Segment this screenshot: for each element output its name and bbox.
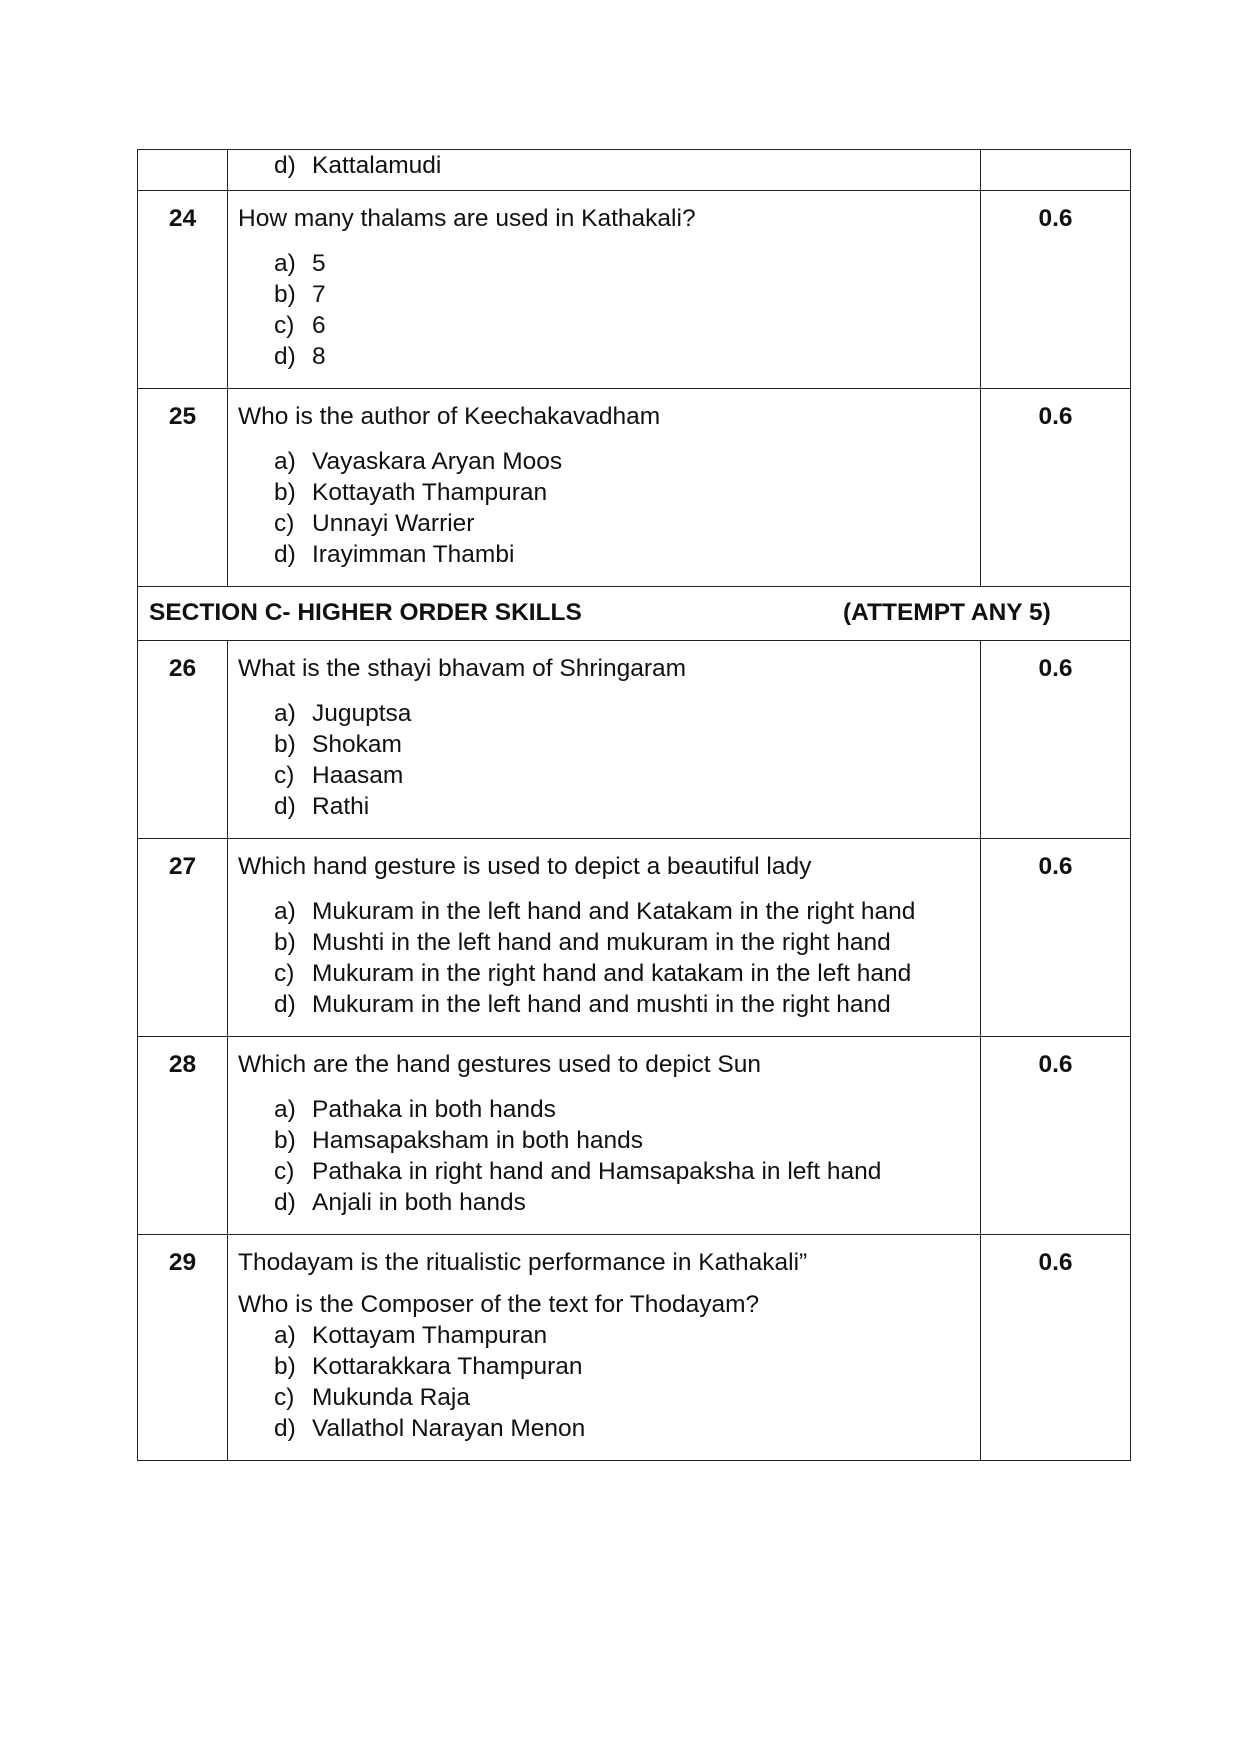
marks: 0.6 xyxy=(981,839,1131,1037)
question-number-cell xyxy=(138,150,228,191)
option-a: a) Pathaka in both hands xyxy=(274,1096,556,1123)
section-header xyxy=(138,587,1131,641)
section-title: SECTION C- HIGHER ORDER SKILLS xyxy=(149,599,582,626)
option-d: d) Kattalamudi xyxy=(274,152,442,179)
question-row-29 xyxy=(138,1235,1131,1461)
option-a: a) Vayaskara Aryan Moos xyxy=(274,448,563,475)
question-cell xyxy=(228,191,981,389)
option-d: d) Irayimman Thambi xyxy=(274,541,515,568)
question-cell xyxy=(228,839,981,1037)
option-c: c) Mukuram in the right hand and katakam in the left hand xyxy=(274,960,912,987)
question-row-27 xyxy=(138,839,1131,1037)
option-c: c) Unnayi Warrier xyxy=(274,510,475,537)
question-row-23-continued xyxy=(138,150,1131,191)
option-b: b) 7 xyxy=(274,281,326,308)
option-b: b) Mushti in the left hand and mukuram in the right hand xyxy=(274,929,891,956)
option-b: b) Shokam xyxy=(274,731,402,758)
question-number: 29 xyxy=(138,1235,228,1461)
question-stem: Which are the hand gestures used to depict Sun xyxy=(238,1051,761,1078)
question-row-24 xyxy=(138,191,1131,389)
question-stem: What is the sthayi bhavam of Shringaram xyxy=(238,655,687,682)
option-list xyxy=(238,698,980,838)
option-list xyxy=(238,248,980,388)
question-cell xyxy=(228,150,981,191)
option-d: d) Anjali in both hands xyxy=(274,1189,526,1216)
marks: 0.6 xyxy=(981,1037,1131,1235)
option-list xyxy=(238,150,980,190)
question-stem-followup: Who is the Composer of the text for Thodayam? xyxy=(238,1291,760,1318)
option-d: d) 8 xyxy=(274,343,326,370)
question-stem: How many thalams are used in Kathakali? xyxy=(238,205,696,232)
section-instruction: (ATTEMPT ANY 5) xyxy=(843,599,1051,626)
section-header-row xyxy=(138,587,1131,641)
option-c: c) Mukunda Raja xyxy=(274,1384,470,1411)
option-c: c) Pathaka in right hand and Hamsapaksha in left hand xyxy=(274,1158,882,1185)
option-c: c) Haasam xyxy=(274,762,404,789)
marks-cell xyxy=(981,150,1131,191)
option-a: a) Mukuram in the left hand and Katakam in the right hand xyxy=(274,898,916,925)
question-cell xyxy=(228,389,981,587)
option-a: a) Kottayam Thampuran xyxy=(274,1322,548,1349)
question-table xyxy=(137,149,1131,1461)
question-number: 28 xyxy=(138,1037,228,1235)
question-stem: Which hand gesture is used to depict a beautiful lady xyxy=(238,853,812,880)
option-b: b) Kottayath Thampuran xyxy=(274,479,548,506)
question-number: 26 xyxy=(138,641,228,839)
question-cell xyxy=(228,641,981,839)
question-row-26 xyxy=(138,641,1131,839)
marks: 0.6 xyxy=(981,641,1131,839)
option-b: b) Kottarakkara Thampuran xyxy=(274,1353,583,1380)
question-number: 27 xyxy=(138,839,228,1037)
question-row-25 xyxy=(138,389,1131,587)
marks: 0.6 xyxy=(981,191,1131,389)
option-d: d) Rathi xyxy=(274,793,370,820)
option-list xyxy=(238,1320,980,1460)
question-cell xyxy=(228,1235,981,1461)
marks: 0.6 xyxy=(981,1235,1131,1461)
option-d: d) Vallathol Narayan Menon xyxy=(274,1415,586,1442)
option-list xyxy=(238,446,980,586)
option-list xyxy=(238,1094,980,1234)
option-a: a) Juguptsa xyxy=(274,700,412,727)
option-d: d) Mukuram in the left hand and mushti in the right hand xyxy=(274,991,891,1018)
option-a: a) 5 xyxy=(274,250,326,277)
question-row-28 xyxy=(138,1037,1131,1235)
question-stem: Thodayam is the ritualistic performance in Kathakali” xyxy=(238,1249,808,1276)
marks: 0.6 xyxy=(981,389,1131,587)
question-stem: Who is the author of Keechakavadham xyxy=(238,403,661,430)
question-number: 25 xyxy=(138,389,228,587)
option-b: b) Hamsapaksham in both hands xyxy=(274,1127,643,1154)
question-cell xyxy=(228,1037,981,1235)
option-c: c) 6 xyxy=(274,312,326,339)
question-number: 24 xyxy=(138,191,228,389)
option-list xyxy=(238,896,980,1036)
